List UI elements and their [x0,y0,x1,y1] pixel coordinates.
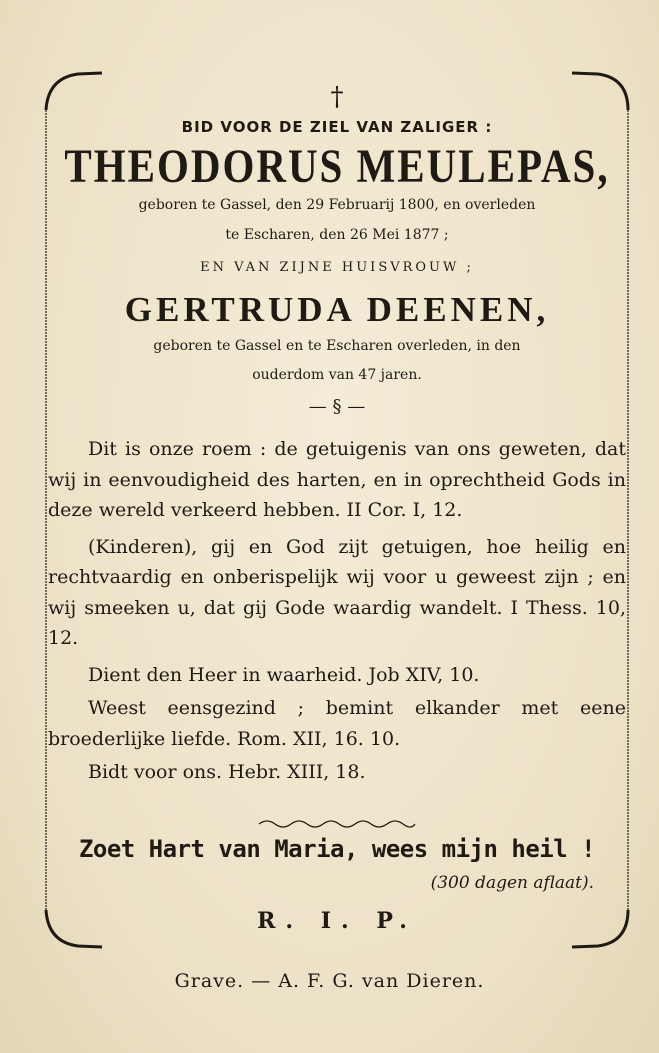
intro-line: BID VOOR DE ZIEL VAN ZALIGER : [181,118,493,136]
life-details-1b: te Escharen, den 26 Mei 1877 ; [225,227,449,243]
printer-imprint: Grave. — A. F. G. van Dieren. [174,970,485,992]
verse-3: Dient den Heer in waarheid. Job XIV, 10. [88,663,480,686]
ejaculation-prayer: Zoet Hart van Maria, wees mijn heil ! [78,835,596,863]
wave-ornament [42,815,632,834]
indulgence-note: (300 dagen aflaat). [430,873,594,893]
rip-text: R. I. P. [257,908,417,934]
section-separator: — § — [308,396,366,417]
cross-icon: † [330,82,344,112]
deceased-name-1: THEODORUS MEULEPAS, [64,139,610,193]
life-details-2a: geboren te Gassel en te Escharen overleden, in den [153,338,521,354]
verse-4: Weest eensgezind ; bemint elkander met eene broederlijke liefde. Rom. XII, 16. 10. [48,697,626,750]
spouse-intro: EN VAN ZIJNE HUISVROUW ; [200,260,474,275]
deceased-name-2: GERTRUDA DEENEN, [124,290,550,329]
life-details-1a: geboren te Gassel, den 29 Februarij 1800, en overleden [138,197,536,213]
verse-5: Bidt voor ons. Hebr. XIII, 18. [88,761,366,783]
verse-1: Dit is onze roem : de getuigenis van ons geweten, dat wij in eenvoudigheid des harten, en in oprechtheid Gods in deze wereld verkeerd hebben. II Cor. I, 12. [48,438,626,521]
verse-2: (Kinderen), gij en God zijt getuigen, hoe heilig en rechtvaardig en onberispelijk wij voor u geweest zijn ; en wij smeeken u, dat gij Gode waardig wandelt. I Thess. 10, 12. [48,535,626,649]
scripture-verses [48,434,626,791]
life-details-2b: ouderdom van 47 jaren. [252,367,422,383]
